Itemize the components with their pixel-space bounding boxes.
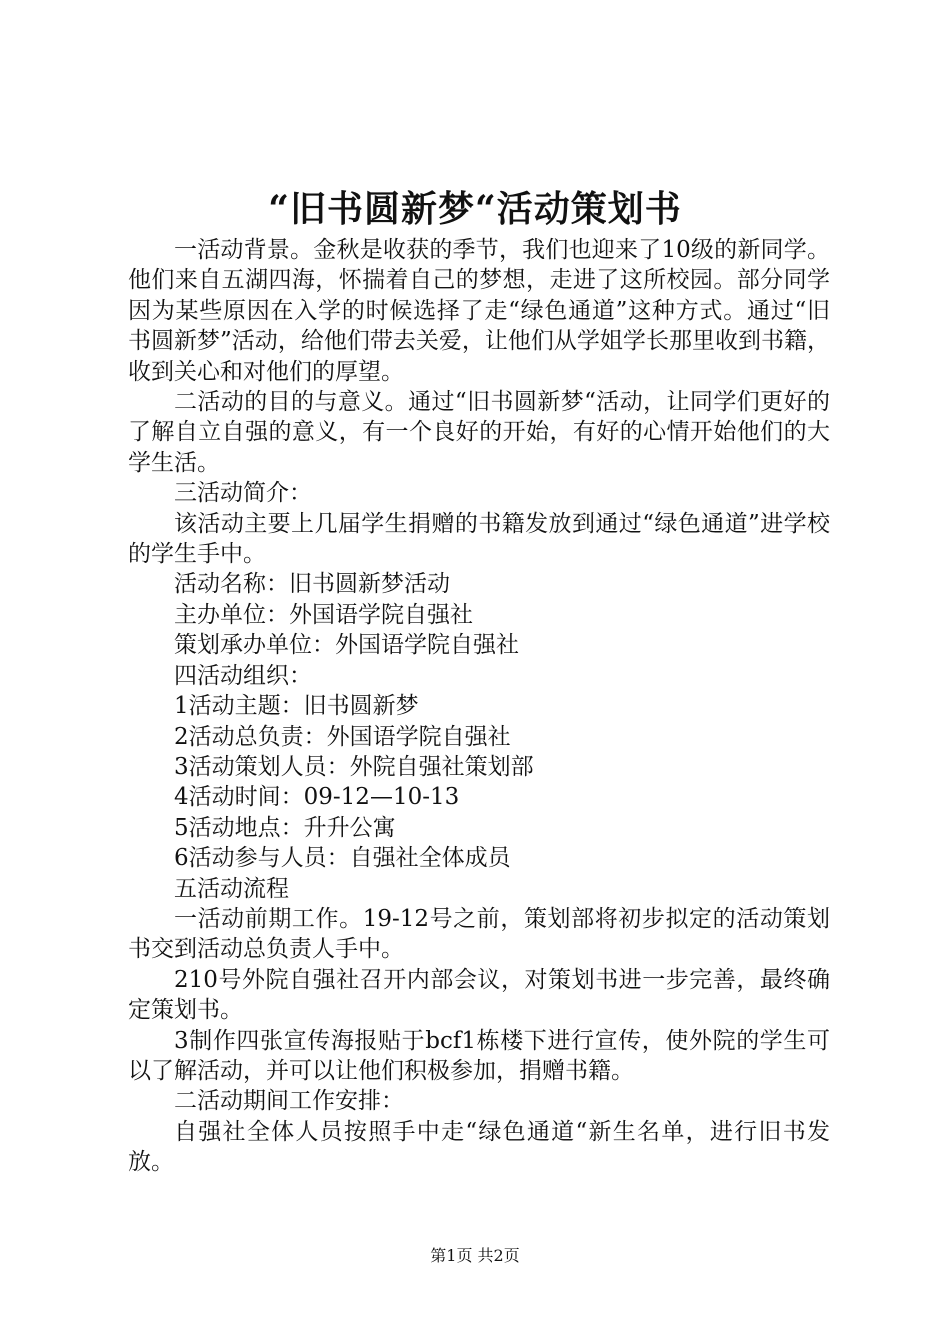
paragraph-preparation: 一活动前期工作。19-12号之前，策划部将初步拟定的活动策划书交到活动总负责人手中。 xyxy=(128,905,830,963)
paragraph-planner: 策划承办单位：外国语学院自强社 xyxy=(174,632,519,659)
paragraph-responsible: 2活动总负责：外国语学院自强社 xyxy=(174,723,511,750)
paragraph-purpose: 二活动的目的与意义。通过“旧书圆新梦“活动，让同学们更好的了解自立自强的意义，有一个良好的开始，有好的心情开始他们的大学生活。 xyxy=(128,389,830,476)
paragraph-participants: 6活动参与人员：自强社全体成员 xyxy=(174,845,511,872)
document-title: “旧书圆新梦“活动策划书 xyxy=(268,188,682,230)
paragraph-distribution: 自强社全体人员按照手中走“绿色通道“新生名单，进行旧书发放。 xyxy=(128,1118,830,1176)
paragraph-organizer: 主办单位：外国语学院自强社 xyxy=(174,601,473,628)
page-number-footer: 第1页 共2页 xyxy=(430,1246,520,1265)
paragraph-background: 一活动背景。金秋是收获的季节，我们也迎来了10级的新同学。他们来自五湖四海，怀揣着自己的梦想，走进了这所校园。部分同学因为某些原因在入学的时候选择了走“绿色通道”这种方式。通过“旧书圆新梦”活动，给他们带去关爱，让他们从学姐学长那里收到书籍，收到关心和对他们的厚望。 xyxy=(128,237,830,385)
paragraph-posters: 3制作四张宣传海报贴于bcf1栋楼下进行宣传，使外院的学生可以了解活动，并可以让他们积极参加，捐赠书籍。 xyxy=(128,1027,830,1084)
paragraph-activity-name: 活动名称：旧书圆新梦活动 xyxy=(174,571,450,598)
paragraph-process-heading: 五活动流程 xyxy=(174,875,289,902)
paragraph-during-heading: 二活动期间工作安排： xyxy=(174,1088,404,1115)
paragraph-location: 5活动地点：升升公寓 xyxy=(174,814,396,841)
paragraph-intro-heading: 三活动简介： xyxy=(174,480,312,507)
paragraph-planning-staff: 3活动策划人员：外院自强社策划部 xyxy=(174,753,534,780)
paragraph-organization-heading: 四活动组织： xyxy=(174,662,312,689)
paragraph-theme: 1活动主题：旧书圆新梦 xyxy=(174,693,419,720)
paragraph-time: 4活动时间：09-12—10-13 xyxy=(174,784,460,811)
document-body xyxy=(128,235,830,1178)
paragraph-intro: 该活动主要上几届学生捐赠的书籍发放到通过“绿色通道”进学校的学生手中。 xyxy=(128,510,830,568)
paragraph-meeting: 210号外院自强社召开内部会议，对策划书进一步完善，最终确定策划书。 xyxy=(128,966,830,1024)
